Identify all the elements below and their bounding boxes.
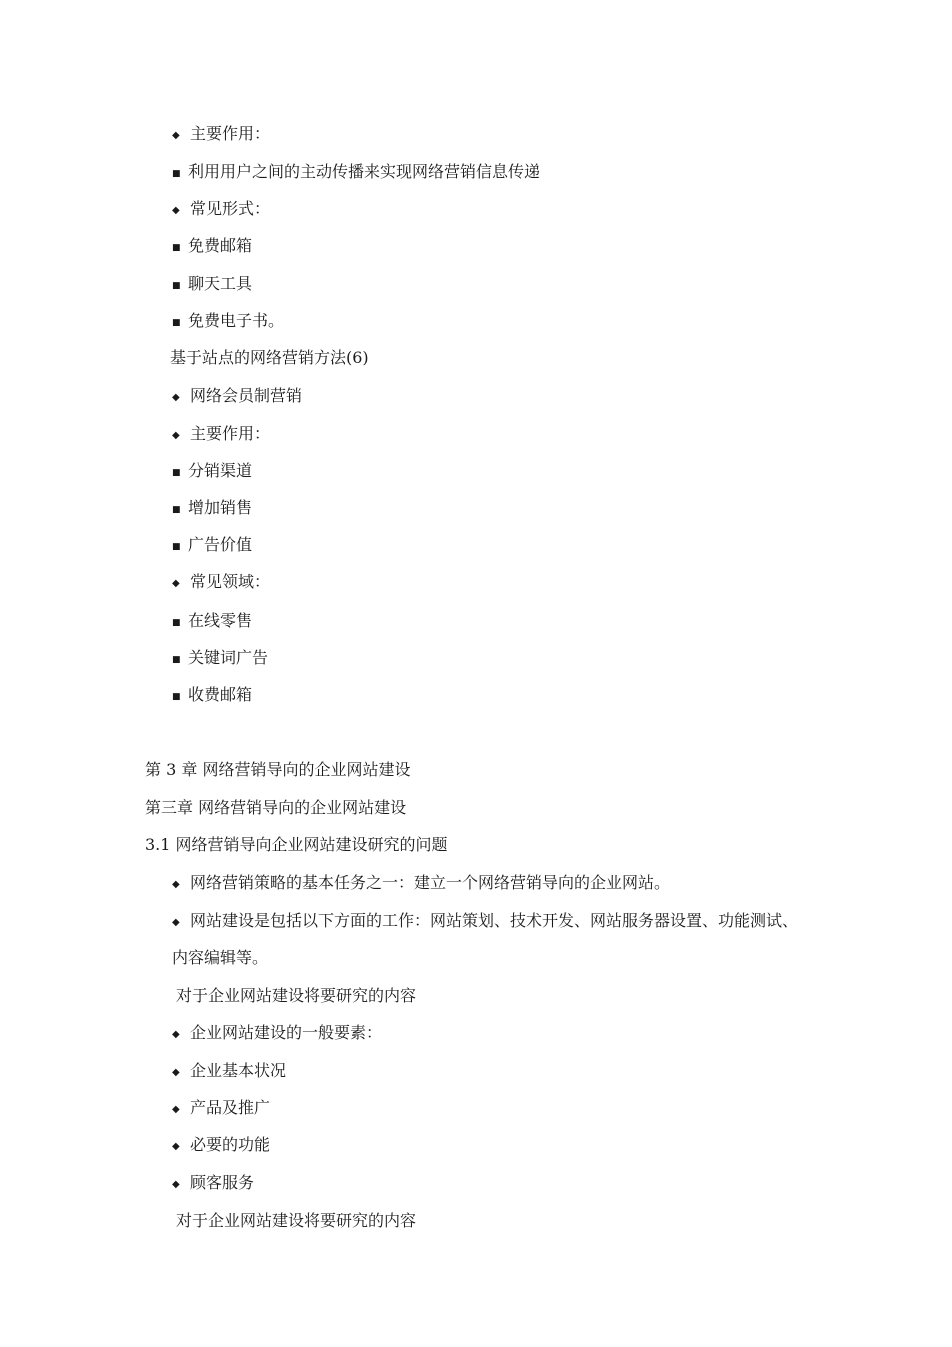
list-item bbox=[172, 1023, 382, 1045]
list-item-text: 企业网站建设的一般要素： bbox=[190, 1023, 383, 1042]
list-item-text: 常见领域： bbox=[190, 572, 271, 591]
chapter-title-alt: 第三章 网络营销导向的企业网站建设 bbox=[145, 798, 407, 817]
diamond-bullet-icon: ◆ bbox=[172, 1029, 180, 1040]
list-item-text: 广告价值 bbox=[188, 535, 253, 554]
diamond-bullet-icon: ◆ bbox=[172, 430, 180, 441]
list-item bbox=[172, 1098, 270, 1120]
list-item bbox=[172, 1061, 286, 1083]
list-item-text: 分销渠道 bbox=[188, 461, 253, 480]
subheading: 对于企业网站建设将要研究的内容 bbox=[176, 1211, 417, 1230]
paragraph-text: 网络营销策略的基本任务之一：建立一个网络营销导向的企业网站。 bbox=[190, 873, 671, 892]
list-item-text: 收费邮箱 bbox=[188, 685, 253, 704]
list-item bbox=[172, 461, 252, 483]
list-item bbox=[172, 685, 252, 707]
square-bullet-icon: ■ bbox=[172, 655, 181, 665]
list-item bbox=[172, 274, 252, 296]
diamond-bullet-icon: ◆ bbox=[172, 1067, 180, 1078]
paragraph-continuation: 内容编辑等。 bbox=[172, 948, 269, 967]
list-item-text: 必要的功能 bbox=[190, 1135, 271, 1154]
list-item bbox=[172, 648, 268, 670]
square-bullet-icon: ■ bbox=[172, 281, 181, 291]
diamond-bullet-icon: ◆ bbox=[172, 879, 180, 890]
square-bullet-icon: ■ bbox=[172, 618, 181, 628]
list-item bbox=[172, 311, 284, 333]
list-item bbox=[172, 236, 252, 258]
list-item-text: 关键词广告 bbox=[188, 648, 269, 667]
list-item-text: 聊天工具 bbox=[188, 274, 253, 293]
list-item-text: 免费邮箱 bbox=[188, 236, 253, 255]
diamond-bullet-icon: ◆ bbox=[172, 130, 180, 141]
list-item bbox=[172, 162, 540, 184]
diamond-bullet-icon: ◆ bbox=[172, 917, 180, 928]
diamond-bullet-icon: ◆ bbox=[172, 578, 180, 589]
subheading: 对于企业网站建设将要研究的内容 bbox=[176, 986, 417, 1005]
list-item bbox=[172, 572, 270, 594]
diamond-bullet-icon: ◆ bbox=[172, 1141, 180, 1152]
list-item-text: 网络会员制营销 bbox=[190, 386, 303, 405]
list-item bbox=[172, 535, 252, 557]
square-bullet-icon: ■ bbox=[172, 169, 181, 179]
diamond-bullet-icon: ◆ bbox=[172, 1179, 180, 1190]
list-item-text: 主要作用： bbox=[190, 424, 271, 443]
diamond-bullet-icon: ◆ bbox=[172, 392, 180, 403]
list-item bbox=[172, 124, 270, 146]
paragraph-text: 网站建设是包括以下方面的工作：网站策划、技术开发、网站服务器设置、功能测试、 bbox=[190, 911, 799, 930]
list-item bbox=[172, 498, 252, 520]
list-item bbox=[172, 386, 302, 408]
diamond-bullet-icon: ◆ bbox=[172, 1104, 180, 1115]
list-item-text: 常见形式： bbox=[190, 199, 271, 218]
list-item bbox=[172, 1173, 254, 1195]
list-item-text: 主要作用： bbox=[190, 124, 271, 143]
list-item-text: 产品及推广 bbox=[190, 1098, 271, 1117]
list-item-text: 顾客服务 bbox=[190, 1173, 255, 1192]
square-bullet-icon: ■ bbox=[172, 505, 181, 515]
list-item-text: 在线零售 bbox=[188, 611, 253, 630]
list-item bbox=[172, 611, 252, 633]
square-bullet-icon: ■ bbox=[172, 468, 181, 478]
list-item-text: 免费电子书。 bbox=[188, 311, 285, 330]
section-heading: 基于站点的网络营销方法(6) bbox=[170, 348, 369, 367]
square-bullet-icon: ■ bbox=[172, 542, 181, 552]
list-item-text: 增加销售 bbox=[188, 498, 253, 517]
list-item-text: 利用用户之间的主动传播来实现网络营销信息传递 bbox=[188, 162, 541, 181]
list-item bbox=[172, 424, 270, 446]
square-bullet-icon: ■ bbox=[172, 318, 181, 328]
list-item-text: 企业基本状况 bbox=[190, 1061, 287, 1080]
list-item bbox=[172, 1135, 270, 1157]
paragraph bbox=[172, 911, 798, 933]
square-bullet-icon: ■ bbox=[172, 243, 181, 253]
paragraph bbox=[172, 873, 670, 895]
list-item bbox=[172, 199, 270, 221]
square-bullet-icon: ■ bbox=[172, 692, 181, 702]
diamond-bullet-icon: ◆ bbox=[172, 205, 180, 216]
chapter-title: 第 3 章 网络营销导向的企业网站建设 bbox=[145, 760, 411, 779]
section-heading: 3.1 网络营销导向企业网站建设研究的问题 bbox=[145, 835, 448, 854]
